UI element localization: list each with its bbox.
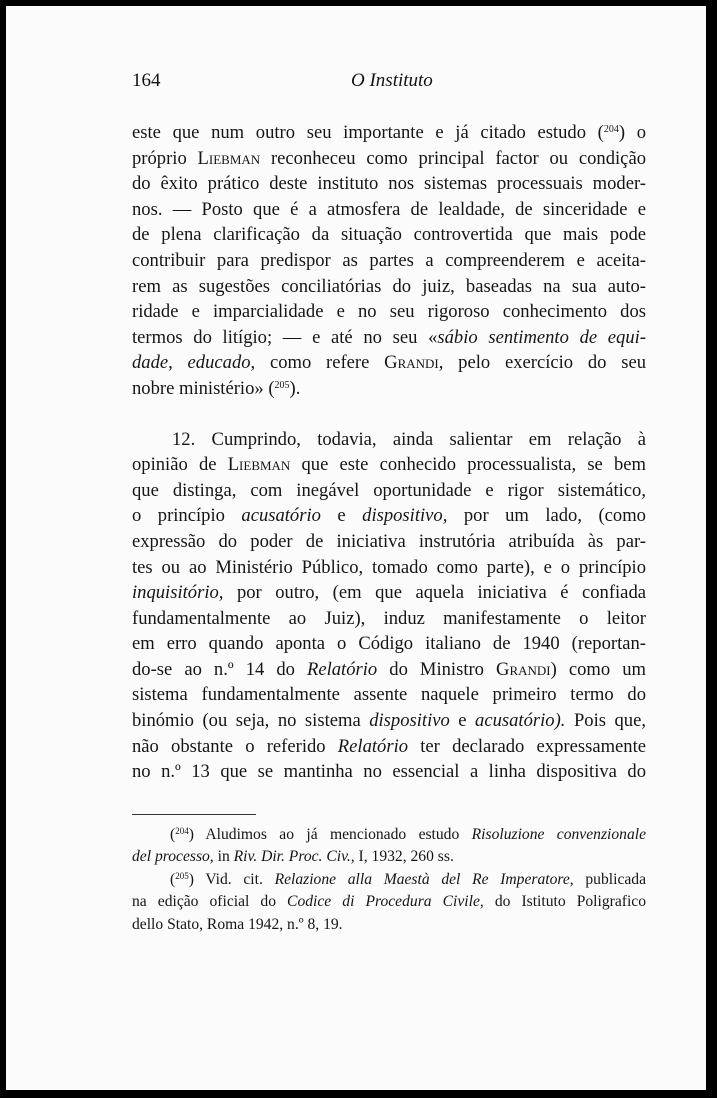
text-line: fundamentalmente ao Juiz), induz manifestamente o leitor	[132, 607, 646, 629]
text-line: 12. Cumprindo, todavia, ainda salientar em relação à	[172, 428, 646, 450]
text-line: próprio Liebman reconheceu como principal factor ou condição	[132, 147, 646, 169]
footnote-line: ($^{204}$) Aludimos ao já mencionado estudo Risoluzione convenzionale	[170, 826, 646, 843]
text-line: sistema fundamentalmente assente naquele primeiro termo do	[132, 684, 646, 706]
text-line: inquisitório, por outro, (em que aquela iniciativa é confiada	[132, 582, 646, 604]
text-line: do-se ao n.º 14 do Relatório do Ministro Grandi) como um	[132, 658, 647, 680]
text-line: do êxito prático deste instituto nos sistemas processuais moder-	[132, 173, 646, 195]
text-line: termos do litígio; — e até no seu «sábio sentimento de equi-	[132, 326, 646, 348]
running-title: O Instituto	[351, 70, 433, 91]
footnote-204	[132, 824, 646, 869]
author-name: Grandi	[496, 658, 551, 680]
text-line: tes ou ao Ministério Público, tomado como parte), e o princípio	[132, 556, 646, 578]
text-line: nobre ministério» ($^{205}$).	[132, 377, 301, 399]
footnotes	[132, 824, 646, 936]
page-number: 164	[132, 70, 161, 91]
paragraph-1	[132, 120, 646, 402]
footnote-line: dello Stato, Roma 1942, n.º 8, 19.	[132, 915, 343, 933]
footnote-ref: 204	[603, 124, 619, 135]
text-line: no n.º 13 que se mantinha no essencial a linha dispositiva do	[132, 761, 646, 783]
book-page	[6, 6, 706, 1090]
text-line: de plena clarificação da situação controvertida que mais pode	[132, 224, 646, 246]
text-line: este que num outro seu importante e já citado estudo ($^{204}$) o	[132, 122, 647, 143]
footnote-ref: 205	[274, 379, 290, 391]
text-line: contribuir para predispor as partes a compreenderem e aceita-	[132, 249, 646, 271]
paragraph-12	[132, 427, 646, 785]
text-line: binómio (ou seja, no sistema dispositivo e acusatório). Pois que,	[132, 710, 646, 732]
text-line: que distinga, com inegável oportunidade e rigor sistemático,	[132, 479, 646, 501]
footnote-line: na edição oficial do Codice di Procedura Civile, do Istituto Poligrafico	[132, 893, 646, 911]
author-name: Liebman	[227, 454, 291, 476]
text-line: o princípio acusatório e dispositivo, por um lado, (como	[132, 505, 646, 527]
text-line: não obstante o referido Relatório ter declarado expressamente	[132, 735, 646, 757]
footnote-divider	[132, 814, 256, 815]
text-line: em erro quando aponta o Código italiano de 1940 (reportan-	[132, 633, 646, 655]
footnote-205	[132, 869, 646, 936]
text-line: dade, educado, como refere Grandi, pelo exercício do seu	[132, 352, 646, 374]
text-line: ridade e imparcialidade e no seu rigoroso conhecimento dos	[132, 301, 646, 323]
text-line: rem as sugestões conciliatórias do juiz, baseadas na sua auto-	[132, 275, 646, 297]
author-name: Liebman	[197, 147, 261, 169]
text-line: opinião de Liebman que este conhecido processualista, se bem	[132, 454, 646, 476]
page-header	[132, 70, 646, 98]
footnote-line: del processo, in Riv. Dir. Proc. Civ., I, 1932, 260 ss.	[132, 848, 454, 866]
text-line: nos. — Posto que é a atmosfera de lealdade, de sinceridade e	[132, 198, 646, 220]
footnote-number: 205	[175, 870, 189, 881]
body-text	[132, 120, 646, 785]
footnote-number: 204	[175, 826, 189, 836]
author-name: Grandi	[384, 352, 439, 374]
text-line: expressão do poder de iniciativa instrutória atribuída às par-	[132, 530, 646, 552]
footnote-line: ($^{205}$) Vid. cit. Relazione alla Maestà del Re Imperatore, publicada	[170, 870, 647, 888]
